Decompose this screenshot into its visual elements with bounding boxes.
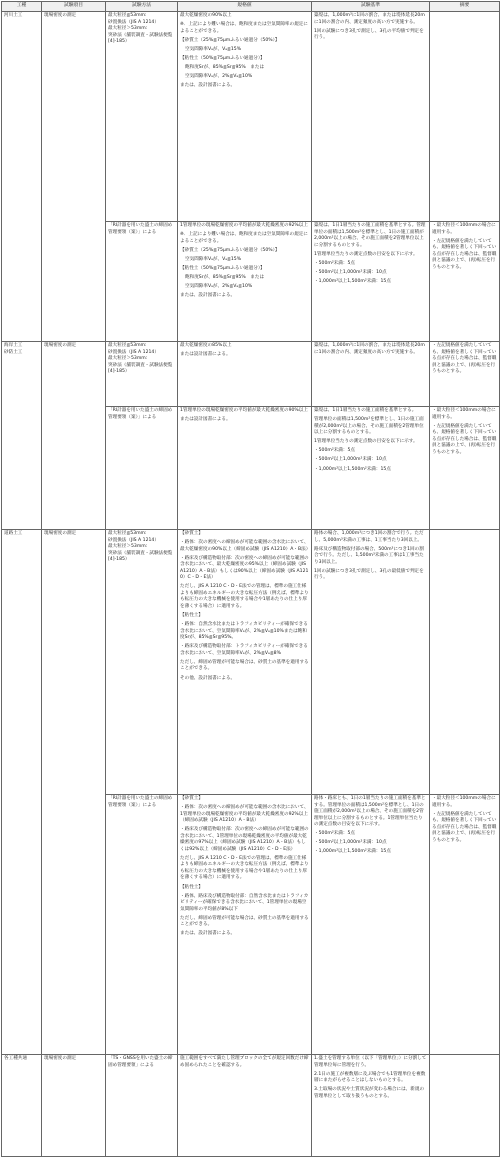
spec-cell-line: ただし、締固め管理が可能な場合は、砂質土の基準を適用することができる。 bbox=[180, 915, 309, 928]
criteria-cell-line: 1回の試験につき3孔で測定し、3孔の最低値で判定を行う。 bbox=[314, 568, 424, 581]
spec-cell-line: 施工範囲をすべて満たし管理ブロックの全てが規定回数だけ締め固められたことを確認する。 bbox=[180, 1056, 309, 1068]
header-method: 試験方法 bbox=[106, 2, 178, 12]
spec-cell bbox=[178, 795, 312, 1055]
method-cell: 最大粒径≦53mm: 砂置換法（JIS A 1214） 最大粒径＞53mm: 突砂法（舗装調査・試験法便覧[4]-185） bbox=[106, 342, 178, 407]
header-criteria: 試験基準 bbox=[312, 2, 430, 12]
spec-cell-line: 1管理単位の現場乾燥密度の平均値が最大乾燥密度の92%以上 bbox=[180, 223, 308, 228]
table-row bbox=[2, 1055, 500, 1157]
spec-cell-line: 【砂質土（25%≦75μmふるい通過分（50%）】 bbox=[180, 37, 280, 43]
criteria-cell-line: ・500m²未満：5点 bbox=[314, 260, 355, 266]
method-cell: 「RI計器を用いた盛土の締固め管理要領（案）」による bbox=[106, 795, 178, 1055]
spec-cell bbox=[178, 407, 312, 530]
remarks-cell-line: ・最大粒径＜100mmの場合に適用する。 bbox=[432, 796, 496, 808]
spec-cell-line: 飽和度Srが、85%≦Sr≦95% または bbox=[185, 65, 265, 71]
criteria-cell bbox=[312, 222, 430, 342]
spec-cell-line: ただし、JIS A 1210 C・D・E法での管理は、標準の施工仕様よりも締固めエネルギーの大きな転圧方法（例えば、標準よりも転圧力の大きな機械を使用する場合や1層あたりの仕上り厚を薄くする場合）に適用する。 bbox=[180, 855, 309, 881]
spec-cell-line: 【粘性土（50%≦75μmふるい通過分）】 bbox=[180, 55, 265, 61]
criteria-cell-line: 2.1日の施工が複数層に及ぶ場合でも1管理単位を複数層にまたがらせることはしないものとする。 bbox=[314, 1071, 426, 1084]
table-row bbox=[2, 342, 500, 407]
spec-cell-line: ただし、JIS A 1210 C・D・E法での管理は、標準の施工仕様よりも締固めエネルギーの大きな転圧方法（例えば、標準よりも転圧力の大きな機械を使用する場合や1層あたりの仕上り厚を薄くする場合）に適用する。 bbox=[180, 584, 309, 609]
item-cell: 現場密度の測定 bbox=[42, 12, 106, 342]
item-cell: 現場密度の測定 bbox=[42, 530, 106, 1055]
spec-cell bbox=[178, 1055, 312, 1157]
criteria-cell-line: 築堤は、1,000m³に1回の割合、または堤体延長20mに1回の割合の内、測定頻度の高い方で実施する。 bbox=[314, 13, 425, 25]
criteria-cell-line: 1管理単位当たりの測定点数の目安を以下に示す。 bbox=[314, 251, 418, 257]
spec-cell-line: ・路体：次の密度への締固めが可能な範囲の含水比において、最大乾燥密度の90%以上（締固め試験（JIS A1210）A・B法） bbox=[180, 540, 311, 552]
spec-cell-line: その他、設計図書による。 bbox=[180, 675, 236, 681]
spec-cell-line: ・路体、路床及び構造物取付部：自然含水比またはトラフィカビリティーが確保できる含水比において、1管理単位の現場空気間隙率の平均値が8%以下 bbox=[180, 893, 309, 912]
spec-cell-line: 【砂質土】 bbox=[180, 796, 203, 801]
spec-cell-line: または、設計図書による。 bbox=[180, 931, 236, 937]
spec-cell bbox=[178, 12, 312, 222]
criteria-cell-line: 1.盛土を管理する単位（以下「管理単位」）に分割して管理単位毎に管理を行う。 bbox=[314, 1056, 427, 1068]
criteria-cell bbox=[312, 12, 430, 222]
method-cell: 「TS・GNSSを用いた盛土の締固め管理要領」による bbox=[106, 1055, 178, 1157]
kind-cell: 河川土工 bbox=[2, 12, 42, 342]
spec-cell-line: または、設計図書による。 bbox=[180, 83, 236, 89]
criteria-cell-line: ・1,000m²以上1,500m²未満：15点 bbox=[314, 849, 391, 855]
header-remarks: 摘要 bbox=[430, 2, 500, 12]
spec-cell-line: 【砂質土（25%≦75μmふるい通過分（50%）】 bbox=[180, 247, 280, 253]
spec-cell-line: ただし、締固め管理が可能な場合は、砂質土の基準を適用することができる。 bbox=[180, 659, 309, 672]
criteria-cell-line: ・1,000m²以上1,500m²未満：15点 bbox=[314, 466, 391, 472]
remarks-cell bbox=[430, 1055, 500, 1157]
remarks-cell-line: ・左記規格値を満たしていても、規格値を著しく下回っている点が存在した場合は、監督職員と協議の上で、(再)転圧を行うものとする。 bbox=[432, 238, 497, 270]
criteria-cell-line: ・500m²未満：5点 bbox=[314, 448, 355, 454]
spec-cell-line: 最大乾燥密度の90%以上 bbox=[180, 13, 232, 18]
remarks-cell-line: ・左記規格値を満たしていても、規格値を著しく下回っている点が存在した場合は、監督職員と協議の上で、(再)転圧を行うものとする。 bbox=[432, 423, 497, 455]
criteria-cell-line: ・500m²以上1,000m²未満：10点 bbox=[314, 269, 387, 275]
spec-cell bbox=[178, 222, 312, 342]
remarks-cell bbox=[430, 222, 500, 342]
criteria-cell bbox=[312, 530, 430, 795]
spec-cell-line: または設計図書による。 bbox=[180, 417, 231, 423]
spec-cell-line: 【砂質土】 bbox=[180, 531, 203, 536]
criteria-cell bbox=[312, 342, 430, 407]
spec-cell-line: 空気間隙率Vₐが、Vₐ≦15% bbox=[185, 256, 242, 262]
criteria-cell-line: ・1,000m²以上1,500m²未満：15点 bbox=[314, 278, 391, 284]
table-row bbox=[2, 530, 500, 795]
spec-cell-line: ・路体：自然含水比またはトラフィカビリティーが確保できる含水比において、空気間隙率Vₐが、2%≦Vₐ≦10%または飽和度Srが、85%≦Sr≦95%。 bbox=[180, 622, 308, 641]
remarks-cell-line: ・左記規格値を満たしていても、規格値を著しく下回っている点が存在した場合は、監督職員と協議の上で、(再)転圧を行うものとする。 bbox=[432, 343, 497, 375]
spec-cell bbox=[178, 530, 312, 795]
method-cell: 最大粒径≦53mm: 砂置換法（JIS A 1214） 最大粒径＞53mm: 突砂法（舗装調査・試験法便覧[4]-185） bbox=[106, 12, 178, 222]
criteria-cell-line: 1回の試験につき3孔で測定し、3孔の平均値で判定を行う。 bbox=[314, 28, 424, 41]
spec-cell-line: ・路体：次の密度への締固めが可能な範囲の含水比において、1管理単位の現場乾燥密度の平均値が最大乾燥密度の92%以上（締固め試験（JIS A1210）A・B法） bbox=[180, 805, 309, 824]
criteria-cell-line: 築堤は、1,000m³に1回の割合、または堤体延長20mに1回の割合の内、測定頻度の高い方で実施する。 bbox=[314, 343, 425, 355]
criteria-cell bbox=[312, 407, 430, 530]
remarks-cell-line: ・最大粒径＜100mmの場合に適用する。 bbox=[432, 408, 496, 420]
spec-cell-line: 空気間隙率Vₐが、Vₐ≦15% bbox=[185, 46, 242, 52]
spec-cell-line: ・路床及び構造物取付部：次の密度への締固めが可能な範囲の含水比において、最大乾燥密度の95%以上（締固め試験（JIS A1210）A・B法）もしくは90%以上（締固め試験（JIS A1210）C・D・E法） bbox=[180, 555, 309, 581]
criteria-cell-line: 1管理単位当たりの測定点数の目安を以下に示す。 bbox=[314, 439, 418, 445]
spec-cell-line: ※．上記により難い場合は、飽和度または空気間隙率の規定によることができる。 bbox=[180, 22, 308, 34]
header-kind: 工種 bbox=[2, 2, 42, 12]
item-cell: 現場密度の測定 bbox=[42, 342, 106, 530]
criteria-cell-line: 路床及び構造物取付部の場合、500m³につき1回の割合で行う。ただし、1,500m³未満の工事は1工事当たり3回以上。 bbox=[314, 546, 424, 565]
spec-cell-line: 【粘性土】 bbox=[180, 613, 203, 619]
remarks-cell bbox=[430, 530, 500, 795]
header-row bbox=[2, 2, 500, 12]
spec-cell-line: 空気間隙率Vₐが、2%≦Vₐ≦10% bbox=[185, 284, 253, 290]
criteria-cell-line: ・500m²未満：5点 bbox=[314, 831, 355, 837]
method-cell: 「RI計器を用いた盛土の締固め管理要領（案）」による bbox=[106, 222, 178, 342]
spec-cell-line: ※．上記により難い場合は、飽和度または空気間隙率の規定によることができる。 bbox=[180, 232, 308, 244]
method-cell: 最大粒径≦53mm: 砂置換法（JIS A 1214） 最大粒径＞53mm: 突砂法（舗装調査・試験法便覧[4]-185） bbox=[106, 530, 178, 795]
remarks-cell bbox=[430, 342, 500, 407]
spec-cell-line: または設計図書による。 bbox=[180, 352, 231, 358]
criteria-cell-line: 路体・路床とも、1日の1層当たりの施工面積を基準とする。管理単位の面積は1,500m²を標準とし、1日の施工面積が2,000m²以上の場合、その施工面積を2管理単位以上に分割するものとする。1管理単位当たりの測定点数の目安を以下に示す。 bbox=[314, 796, 426, 828]
criteria-cell-line: 築堤は、1日1層当たりの施工面積を基準とする。管理単位の面積は1,500m²を標準とし、1日の施工面積が2,000m²以上の場合、その施工面積を2管理単位以上に分割するものとする。 bbox=[314, 223, 426, 248]
table-row bbox=[2, 12, 500, 222]
criteria-cell-line: 築堤は、1日1層当たりの施工面積を基準とする。 bbox=[314, 408, 417, 413]
spec-cell-line: 1管理単位の現場乾燥密度の平均値が最大乾燥密度の90%以上 bbox=[180, 408, 308, 413]
spec-cell bbox=[178, 342, 312, 407]
criteria-cell-line: 管理単位の面積は1,500m²を標準とし、1日の施工面積が2,000m²以上の場合、その施工面積を2管理単位以上に分割するものとする。 bbox=[314, 417, 424, 436]
kind-cell: 道路土工 bbox=[2, 530, 42, 1055]
criteria-cell bbox=[312, 1055, 430, 1157]
spec-cell-line: ・路床及び構造物取付部：次の密度への締固めが可能な範囲の含水比において、1管理単位の現場乾燥密度の平均値が最大乾燥密度の97%以上（締固め試験（JIS A1210）A・B法）もしくは92%以上（締固め試験（JIS A1210）C・D・E法） bbox=[180, 827, 309, 852]
item-cell: 現場密度の測定 bbox=[42, 1055, 106, 1157]
table-body bbox=[2, 12, 500, 1157]
kind-cell: 各工種共通 bbox=[2, 1055, 42, 1157]
remarks-cell bbox=[430, 795, 500, 1055]
spec-cell-line: ・路床及び構造物取付部：トラフィカビリティーが確保できる含水比において、空気間隙率Vₐが、2%≦Vₐ≦8% bbox=[180, 644, 308, 656]
header-item: 試験項目 bbox=[42, 2, 106, 12]
remarks-cell bbox=[430, 12, 500, 222]
quality-control-table bbox=[1, 1, 500, 1157]
kind-cell: 海岸土工 砂防土工 bbox=[2, 342, 42, 530]
spec-cell-line: 【粘性土】 bbox=[180, 884, 203, 890]
spec-cell-line: 最大乾燥密度の85%以上 bbox=[180, 343, 232, 348]
criteria-cell-line: ・500m²以上1,000m²未満：10点 bbox=[314, 840, 387, 846]
criteria-cell-line: 3.土取場の状況や土質状況が変わる場合には、新規の管理単位として取り扱うものとする。 bbox=[314, 1087, 425, 1099]
spec-cell-line: 飽和度Srが、85%≦Sr≦95% または bbox=[185, 275, 265, 281]
remarks-cell-line: ・最大粒径＜100mmの場合に適用する。 bbox=[432, 223, 496, 235]
spec-cell-line: 【粘性土（50%≦75μmふるい通過分）】 bbox=[180, 265, 265, 271]
remarks-cell-line: ・左記規格値を満たしていても、規格値を著しく下回っている点が存在した場合は、監督職員と協議の上で、(再)転圧を行うものとする。 bbox=[432, 811, 497, 843]
header-spec: 規格値 bbox=[178, 2, 312, 12]
criteria-cell bbox=[312, 795, 430, 1055]
method-cell: 「RI計器を用いた盛土の締固め管理要領（案）」による bbox=[106, 407, 178, 530]
criteria-cell-line: 路体の場合、1,000m³につき1回の割合で行う。ただし、5,000m³未満の工事は、1工事当たり3回以上。 bbox=[314, 531, 424, 543]
spec-cell-line: 空気間隙率Vₐが、2%≦Vₐ≦10% bbox=[185, 74, 253, 80]
criteria-cell-line: ・500m²以上1,000m²未満：10点 bbox=[314, 457, 387, 463]
spec-cell-line: または、設計図書による。 bbox=[180, 293, 236, 299]
remarks-cell bbox=[430, 407, 500, 530]
